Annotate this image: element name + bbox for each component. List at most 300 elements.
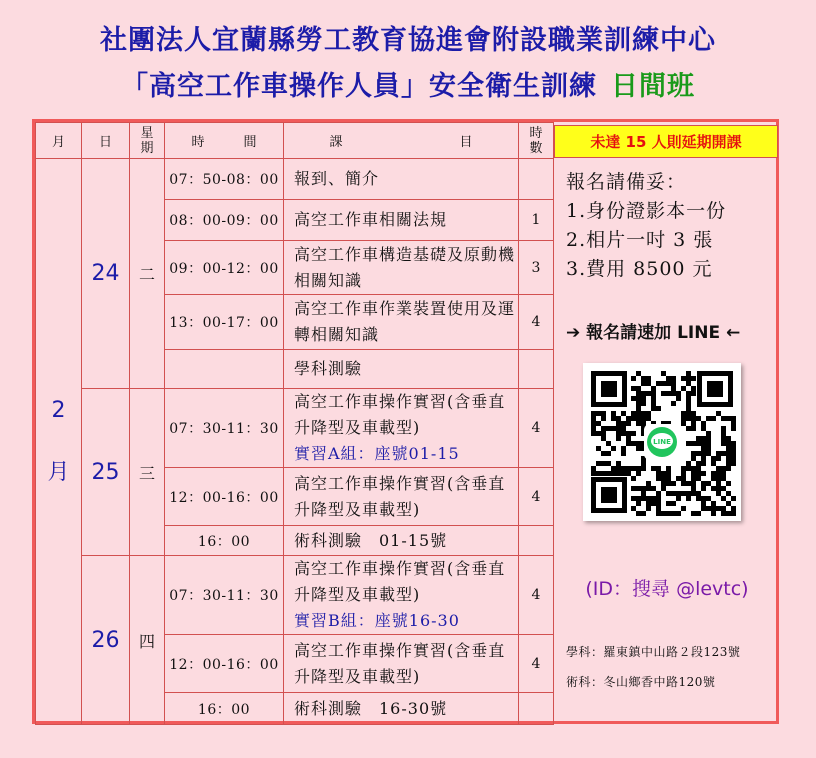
qr-module xyxy=(646,376,651,381)
qr-module xyxy=(641,491,646,496)
group-note: 實習B組：座號16-30 xyxy=(294,611,460,630)
qr-module xyxy=(696,491,701,496)
qr-module xyxy=(656,406,661,411)
svg-text:LINE: LINE xyxy=(653,438,671,446)
qr-module xyxy=(701,481,706,486)
qr-module xyxy=(626,416,631,421)
qr-module xyxy=(616,431,621,436)
qr-module xyxy=(641,421,646,426)
qr-module xyxy=(636,391,641,396)
qr-module xyxy=(661,476,666,481)
qr-module xyxy=(641,411,646,416)
header-course: 課 目 xyxy=(284,123,519,159)
course-name: 「高空工作車操作人員」安全衛生訓練 xyxy=(121,71,597,102)
qr-module xyxy=(601,431,606,436)
group-note: 實習A組：座號01-15 xyxy=(294,444,460,463)
qr-module xyxy=(696,416,701,421)
qr-module xyxy=(666,391,671,396)
qr-module xyxy=(661,481,666,486)
course-title: 高空工作車操作實習(含垂直升降型及車載型) xyxy=(294,559,506,604)
qr-module xyxy=(696,466,701,471)
qr-module xyxy=(681,506,686,511)
qr-module xyxy=(636,501,641,506)
day-26: 26 xyxy=(82,556,130,725)
qr-module xyxy=(701,426,706,431)
qr-module xyxy=(676,391,681,396)
qr-module xyxy=(641,381,646,386)
requirement-item: 2.相片一吋 3 張 xyxy=(566,229,714,251)
qr-module xyxy=(721,486,726,491)
hours-cell: 3 xyxy=(519,241,554,295)
course-title: 高空工作車操作實習(含垂直升降型及車載型) xyxy=(294,392,506,437)
qr-module xyxy=(686,416,691,421)
class-type: 日間班 xyxy=(611,71,695,102)
time-cell: 07：50-08：00 xyxy=(165,159,284,200)
qr-module xyxy=(631,411,636,416)
qr-module xyxy=(616,426,621,431)
qr-module xyxy=(666,481,671,486)
qr-module xyxy=(626,436,631,441)
qr-module xyxy=(696,496,701,501)
qr-module xyxy=(726,481,731,486)
qr-module xyxy=(606,441,611,446)
line-qr-code-icon[interactable] xyxy=(583,363,741,521)
qr-module xyxy=(731,451,736,456)
line-id-text: (ID：搜尋 @levtc) xyxy=(585,578,749,600)
course-cell: 學科測驗 xyxy=(284,350,519,389)
qr-module xyxy=(721,441,726,446)
qr-module xyxy=(626,431,631,436)
qr-module xyxy=(616,471,621,476)
qr-module xyxy=(706,496,711,501)
qr-module xyxy=(716,491,721,496)
qr-module xyxy=(596,471,601,476)
qr-module xyxy=(641,401,646,406)
qr-module xyxy=(696,441,701,446)
qr-module xyxy=(686,401,691,406)
qr-module xyxy=(651,486,656,491)
qr-module xyxy=(691,421,696,426)
qr-module xyxy=(731,506,736,511)
hours-cell: 4 xyxy=(519,556,554,635)
course-cell: 高空工作車操作實習(含垂直升降型及車載型) xyxy=(284,635,519,693)
qr-module xyxy=(651,396,656,401)
qr-module xyxy=(636,371,641,376)
qr-module xyxy=(636,421,641,426)
qr-module xyxy=(676,511,681,516)
qr-module xyxy=(691,391,696,396)
qr-module xyxy=(696,451,701,456)
qr-module xyxy=(636,466,641,471)
qr-module xyxy=(591,471,596,476)
qr-module xyxy=(681,386,686,391)
qr-module xyxy=(686,491,691,496)
qr-module xyxy=(706,436,711,441)
qr-module xyxy=(716,411,721,416)
qr-module xyxy=(656,506,661,511)
qr-module xyxy=(691,491,696,496)
qr-module xyxy=(601,426,606,431)
qr-module xyxy=(701,486,706,491)
qr-module xyxy=(696,511,701,516)
qr-module xyxy=(636,471,641,476)
hours-cell xyxy=(519,350,554,389)
qr-module xyxy=(631,476,636,481)
qr-module xyxy=(701,436,706,441)
qr-module xyxy=(691,451,696,456)
qr-module xyxy=(701,506,706,511)
practice-address: 術科：冬山鄉香中路120號 xyxy=(566,675,716,689)
qr-module xyxy=(711,471,716,476)
qr-module xyxy=(711,511,716,516)
table-header-row xyxy=(36,123,554,159)
qr-module xyxy=(616,436,621,441)
qr-module xyxy=(696,436,701,441)
qr-module xyxy=(601,416,606,421)
qr-module xyxy=(611,466,616,471)
qr-module xyxy=(676,476,681,481)
qr-module xyxy=(636,396,641,401)
qr-module xyxy=(686,426,691,431)
qr-module xyxy=(641,486,646,491)
qr-module xyxy=(726,451,731,456)
qr-module xyxy=(646,416,651,421)
time-cell xyxy=(165,350,284,389)
qr-module xyxy=(671,511,676,516)
qr-module xyxy=(631,506,636,511)
qr-module xyxy=(716,456,721,461)
qr-module xyxy=(611,471,616,476)
qr-module xyxy=(641,416,646,421)
qr-module xyxy=(631,386,636,391)
qr-module xyxy=(666,466,671,471)
qr-module xyxy=(731,416,736,421)
qr-module xyxy=(676,491,681,496)
qr-module xyxy=(716,466,721,471)
qr-module xyxy=(671,401,676,406)
title-line-2 xyxy=(0,64,816,103)
course-cell: 高空工作車相關法規 xyxy=(284,200,519,241)
qr-module xyxy=(601,436,606,441)
weekday-26: 四 xyxy=(130,556,165,725)
course-cell: 高空工作車作業裝置使用及運轉相關知識 xyxy=(284,295,519,350)
qr-module xyxy=(616,466,621,471)
qr-module xyxy=(726,416,731,421)
course-cell: 術科測驗 16-30號 xyxy=(284,693,519,725)
qr-module xyxy=(656,476,661,481)
requirements-title: 報名請備妥： xyxy=(566,171,687,193)
qr-module xyxy=(691,376,696,381)
qr-module xyxy=(691,476,696,481)
qr-module xyxy=(691,386,696,391)
qr-module xyxy=(641,391,646,396)
qr-module xyxy=(731,511,736,516)
qr-module xyxy=(686,441,691,446)
qr-module xyxy=(636,486,641,491)
course-cell: 術科測驗 01-15號 xyxy=(284,526,519,556)
qr-module xyxy=(721,436,726,441)
qr-module xyxy=(631,441,636,446)
qr-module xyxy=(596,411,601,416)
qr-module xyxy=(636,511,641,516)
qr-module xyxy=(641,496,646,501)
qr-module xyxy=(721,416,726,421)
table-row xyxy=(36,389,554,468)
qr-graphic xyxy=(583,363,741,521)
requirement-item: 1.身份證影本一份 xyxy=(566,200,727,222)
qr-module xyxy=(656,511,661,516)
header-day: 日 xyxy=(82,123,130,159)
qr-module xyxy=(661,391,666,396)
qr-module xyxy=(726,491,731,496)
minimum-enrollment-banner: 未達 15 人則延期開課 xyxy=(554,125,778,158)
qr-module xyxy=(726,511,731,516)
theory-address: 學科：羅東鎮中山路２段123號 xyxy=(566,645,741,659)
qr-module xyxy=(706,416,711,421)
qr-module xyxy=(661,381,666,386)
qr-module xyxy=(606,426,611,431)
table-row xyxy=(36,556,554,635)
weekday-25: 三 xyxy=(130,389,165,556)
qr-module xyxy=(686,466,691,471)
qr-module xyxy=(656,381,661,386)
qr-module xyxy=(636,386,641,391)
qr-module xyxy=(601,451,606,456)
qr-module xyxy=(711,456,716,461)
qr-module xyxy=(656,466,661,471)
qr-module xyxy=(651,501,656,506)
qr-module xyxy=(621,421,626,426)
qr-module xyxy=(621,431,626,436)
qr-module xyxy=(646,481,651,486)
qr-module xyxy=(646,501,651,506)
qr-module xyxy=(611,446,616,451)
qr-module xyxy=(701,501,706,506)
qr-module xyxy=(721,506,726,511)
qr-module xyxy=(646,391,651,396)
month-char: 月 xyxy=(47,459,70,485)
course-cell: 高空工作車構造基礎及原動機相關知識 xyxy=(284,241,519,295)
qr-module xyxy=(711,501,716,506)
qr-module xyxy=(691,511,696,516)
qr-module xyxy=(701,456,706,461)
qr-module xyxy=(596,421,601,426)
qr-module xyxy=(601,461,606,466)
qr-module xyxy=(726,461,731,466)
hours-cell: 4 xyxy=(519,295,554,350)
qr-module xyxy=(651,406,656,411)
time-cell: 07：30-11：30 xyxy=(165,389,284,468)
day-24: 24 xyxy=(82,159,130,389)
qr-module xyxy=(671,481,676,486)
qr-module xyxy=(626,471,631,476)
qr-module xyxy=(726,501,731,506)
qr-module xyxy=(661,371,666,376)
qr-module xyxy=(631,486,636,491)
hours-cell: 4 xyxy=(519,468,554,526)
qr-module xyxy=(731,496,736,501)
qr-module xyxy=(611,411,616,416)
qr-module xyxy=(591,411,596,416)
qr-module xyxy=(681,376,686,381)
qr-module xyxy=(646,381,651,386)
qr-module xyxy=(661,486,666,491)
qr-module xyxy=(666,471,671,476)
time-cell: 07：30-11：30 xyxy=(165,556,284,635)
qr-module xyxy=(601,471,606,476)
qr-module xyxy=(631,396,636,401)
qr-module xyxy=(606,461,611,466)
qr-module xyxy=(676,396,681,401)
qr-module xyxy=(631,496,636,501)
qr-module xyxy=(651,391,656,396)
qr-module xyxy=(656,491,661,496)
qr-module xyxy=(646,496,651,501)
qr-module xyxy=(691,456,696,461)
qr-module xyxy=(716,471,721,476)
qr-module xyxy=(636,416,641,421)
qr-module xyxy=(721,496,726,501)
weekday-24: 二 xyxy=(130,159,165,389)
qr-module xyxy=(611,416,616,421)
requirement-item: 3.費用 8500 元 xyxy=(566,258,713,280)
qr-module xyxy=(636,401,641,406)
qr-module xyxy=(716,451,721,456)
qr-module xyxy=(681,466,686,471)
qr-module xyxy=(616,421,621,426)
qr-module xyxy=(711,416,716,421)
header-hours: 時數 xyxy=(519,123,554,159)
qr-module xyxy=(631,376,636,381)
qr-module xyxy=(726,466,731,471)
qr-module xyxy=(686,461,691,466)
qr-module xyxy=(681,416,686,421)
qr-module xyxy=(686,376,691,381)
add-line-prompt: ➔ 報名請速加 LINE ← xyxy=(566,323,741,343)
qr-module xyxy=(621,446,626,451)
qr-module xyxy=(671,381,676,386)
qr-module xyxy=(591,431,596,436)
qr-module xyxy=(731,461,736,466)
qr-module xyxy=(681,481,686,486)
qr-module xyxy=(591,426,596,431)
qr-module xyxy=(691,416,696,421)
qr-module xyxy=(706,451,711,456)
qr-module xyxy=(636,406,641,411)
qr-module xyxy=(641,396,646,401)
header-month: 月 xyxy=(36,123,82,159)
qr-module xyxy=(726,441,731,446)
qr-module xyxy=(711,461,716,466)
qr-module xyxy=(701,446,706,451)
title-line-1: 社團法人宜蘭縣勞工教育協進會附設職業訓練中心 xyxy=(100,25,716,56)
month-number: 2 xyxy=(51,397,66,423)
qr-module xyxy=(616,461,621,466)
qr-module xyxy=(666,491,671,496)
qr-module xyxy=(686,391,691,396)
qr-module xyxy=(631,431,636,436)
hours-cell xyxy=(519,159,554,200)
course-cell: 報到、簡介 xyxy=(284,159,519,200)
hours-cell: 1 xyxy=(519,200,554,241)
hours-cell: 4 xyxy=(519,389,554,468)
qr-module xyxy=(721,476,726,481)
header-time: 時 間 xyxy=(165,123,284,159)
qr-module xyxy=(646,506,651,511)
qr-module xyxy=(731,456,736,461)
time-cell: 08：00-09：00 xyxy=(165,200,284,241)
qr-module xyxy=(681,421,686,426)
qr-module xyxy=(691,471,696,476)
qr-module xyxy=(731,441,736,446)
hours-cell xyxy=(519,526,554,556)
qr-module xyxy=(606,451,611,456)
qr-module xyxy=(691,466,696,471)
qr-module xyxy=(681,491,686,496)
qr-module xyxy=(711,486,716,491)
requirements-list xyxy=(566,168,726,284)
qr-module xyxy=(636,446,641,451)
qr-module xyxy=(706,481,711,486)
qr-module xyxy=(691,426,696,431)
qr-module xyxy=(686,481,691,486)
qr-module xyxy=(641,376,646,381)
qr-module xyxy=(656,496,661,501)
qr-module xyxy=(651,386,656,391)
qr-module xyxy=(696,461,701,466)
qr-module xyxy=(666,376,671,381)
schedule-table xyxy=(35,122,554,725)
qr-module xyxy=(651,496,656,501)
qr-module xyxy=(611,426,616,431)
qr-module xyxy=(686,496,691,501)
qr-module xyxy=(691,411,696,416)
qr-module xyxy=(651,401,656,406)
qr-module xyxy=(641,511,646,516)
qr-module xyxy=(686,396,691,401)
qr-module xyxy=(596,431,601,436)
qr-module xyxy=(701,451,706,456)
qr-module xyxy=(706,441,711,446)
qr-module xyxy=(666,501,671,506)
qr-module xyxy=(591,466,596,471)
qr-module xyxy=(691,441,696,446)
qr-module xyxy=(721,451,726,456)
qr-module xyxy=(701,496,706,501)
qr-module xyxy=(666,511,671,516)
qr-module xyxy=(681,411,686,416)
qr-module xyxy=(686,381,691,386)
qr-module xyxy=(686,406,691,411)
qr-module xyxy=(726,456,731,461)
qr-module xyxy=(621,411,626,416)
qr-module xyxy=(706,506,711,511)
qr-module xyxy=(656,471,661,476)
hours-cell xyxy=(519,693,554,725)
qr-module xyxy=(646,486,651,491)
header-weekday: 星期 xyxy=(130,123,165,159)
qr-module xyxy=(671,501,676,506)
qr-module xyxy=(711,506,716,511)
course-cell xyxy=(284,389,519,468)
qr-module xyxy=(696,476,701,481)
day-25: 25 xyxy=(82,389,130,556)
qr-module xyxy=(696,471,701,476)
qr-module xyxy=(731,426,736,431)
qr-module xyxy=(716,481,721,486)
qr-module xyxy=(671,391,676,396)
hours-cell: 4 xyxy=(519,635,554,693)
